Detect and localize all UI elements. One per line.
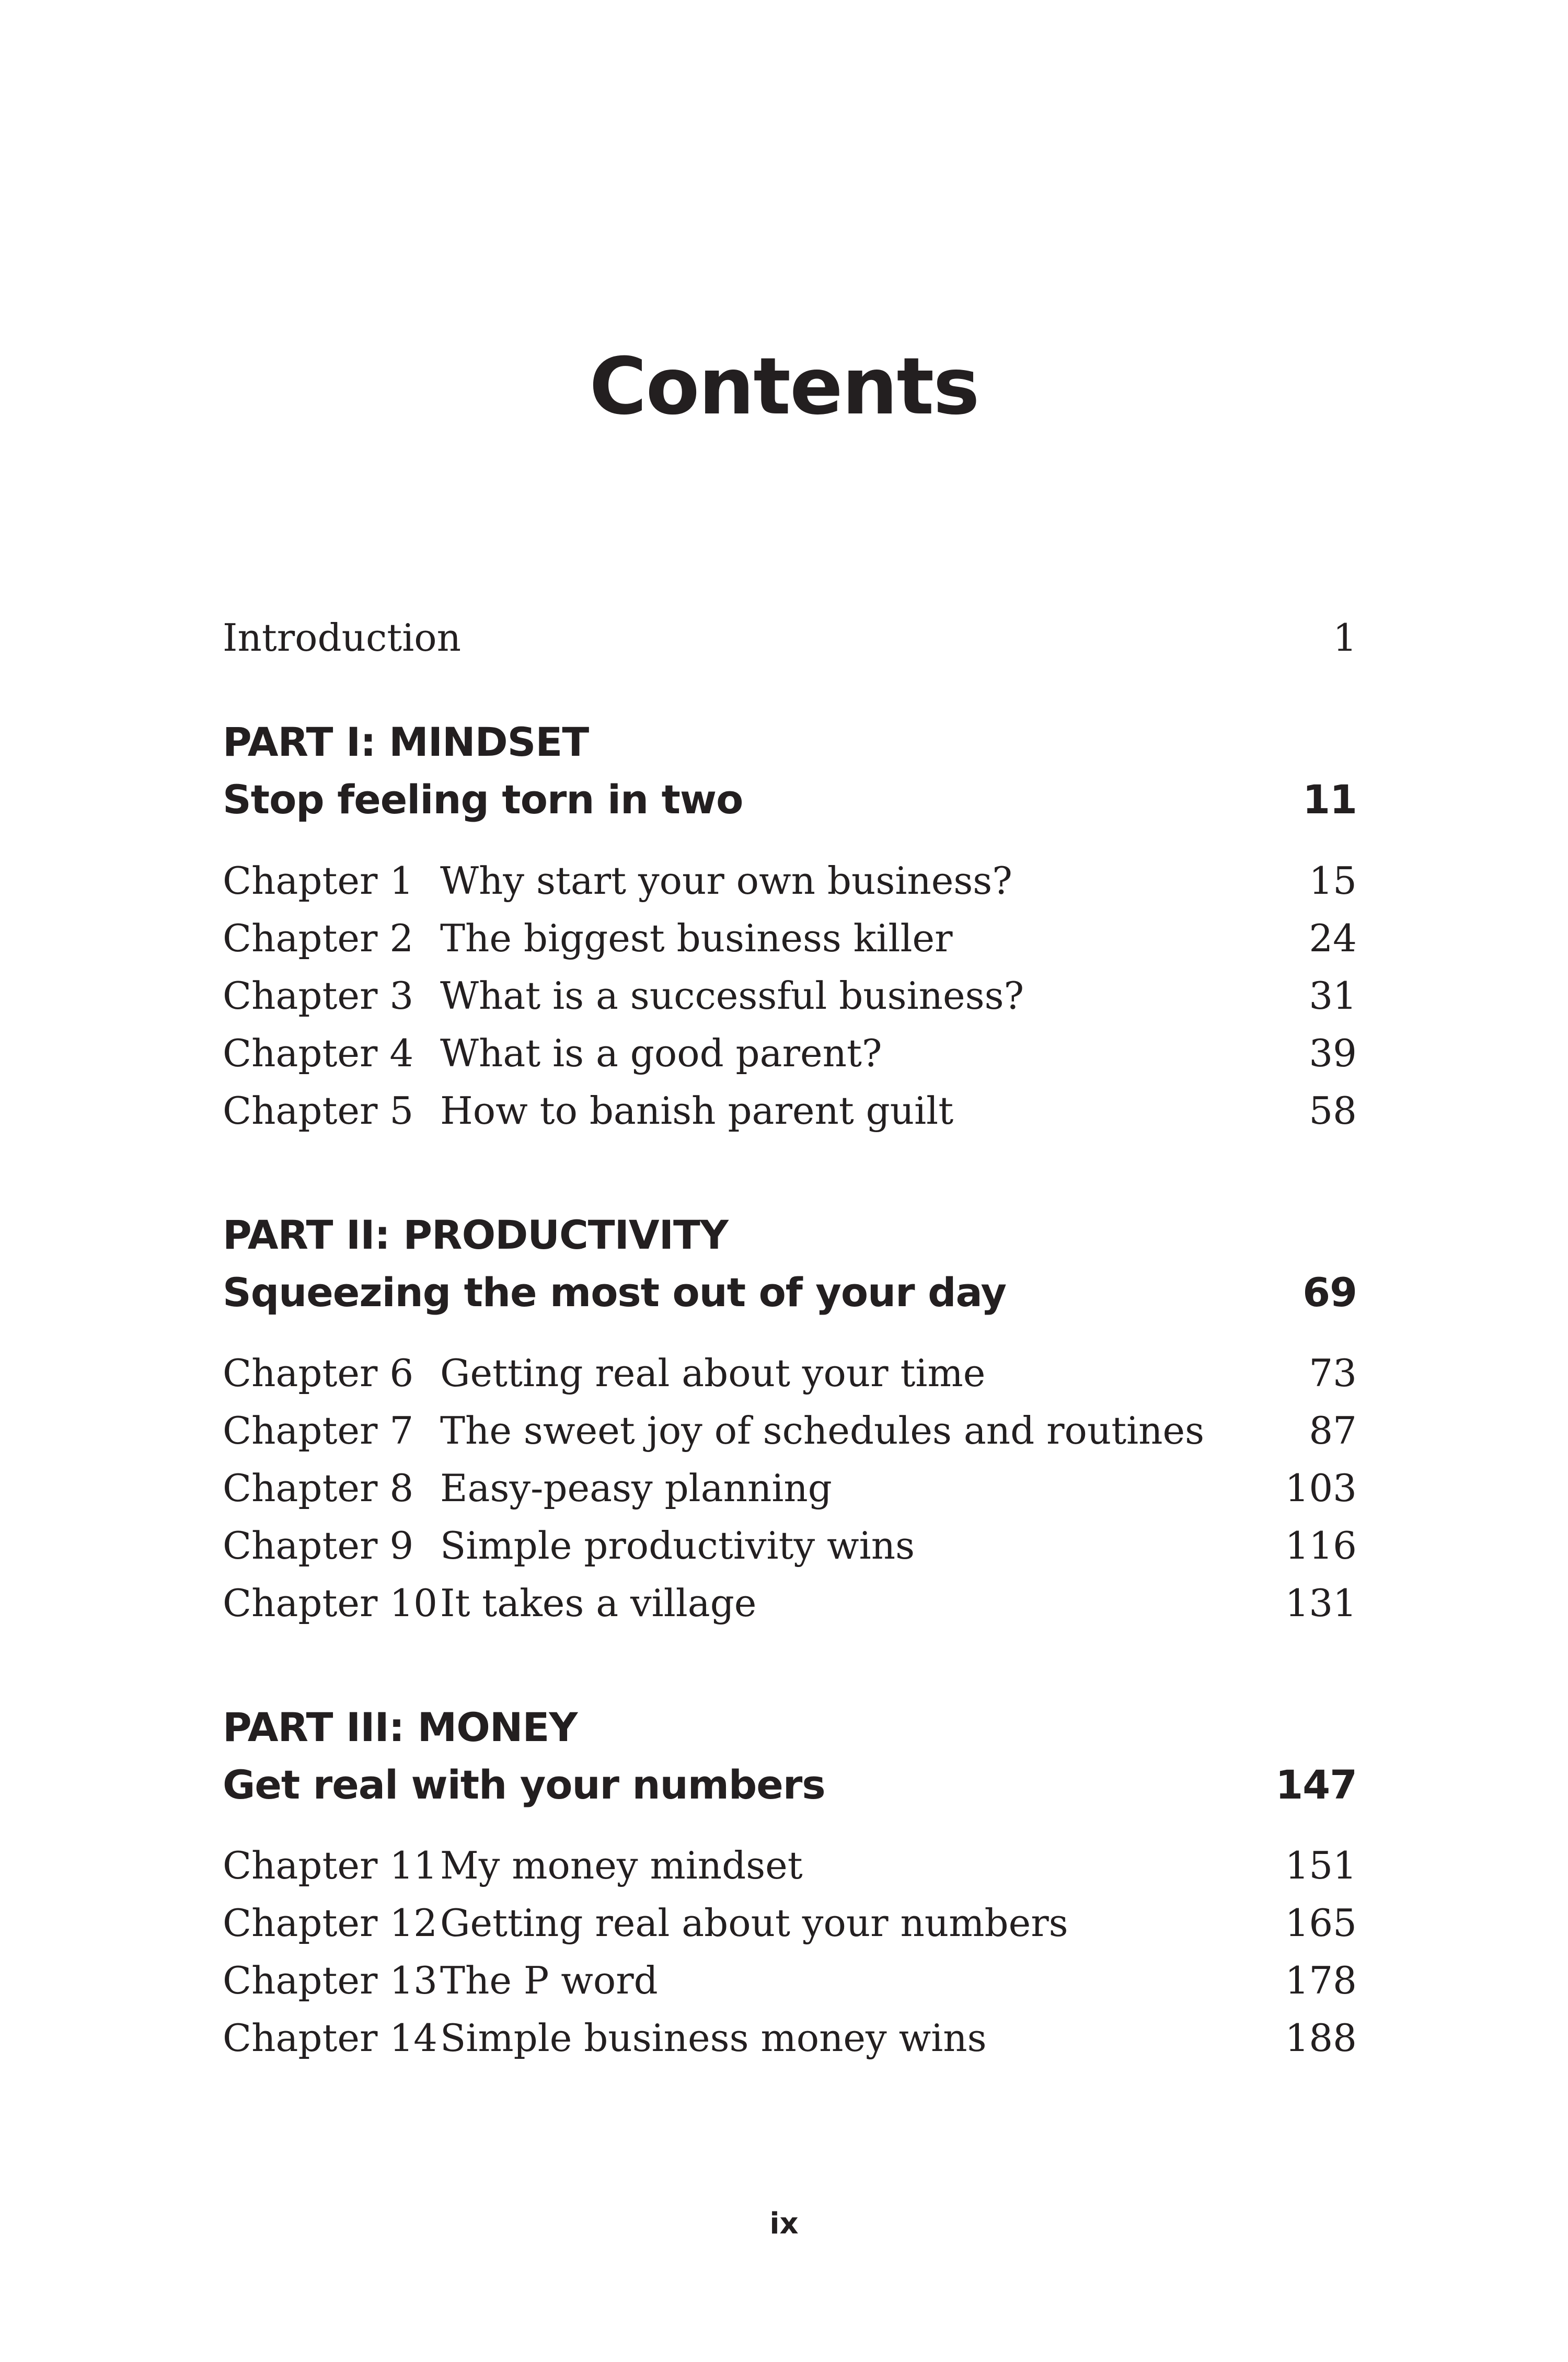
introduction-label: Introduction [223, 616, 461, 660]
page-number: ix [769, 2207, 799, 2241]
part-page: 11 [1302, 776, 1357, 823]
chapter-number: Chapter 10 [223, 1581, 437, 1625]
chapter-page: 73 [1309, 1351, 1357, 1395]
chapter-row [223, 1894, 1357, 1952]
part-subtitle-row [223, 1264, 1357, 1321]
chapter-number: Chapter 5 [223, 1089, 414, 1133]
part-subtitle-row [223, 771, 1357, 828]
chapter-row [223, 1082, 1357, 1139]
chapter-row [223, 1517, 1357, 1574]
part-subtitle: Squeezing the most out of your day [223, 1269, 1006, 1316]
chapter-row [223, 1574, 1357, 1632]
part-heading: PART III: MONEY [223, 1704, 578, 1750]
chapter-number: Chapter 9 [223, 1524, 414, 1568]
chapter-page: 103 [1285, 1466, 1357, 1510]
chapter-title: Why start your own business? [440, 859, 1012, 903]
chapter-number: Chapter 13 [223, 1958, 437, 2002]
chapter-row [223, 909, 1357, 967]
part-subtitle: Get real with your numbers [223, 1761, 825, 1808]
chapter-row [223, 1837, 1357, 1894]
chapter-title: The sweet joy of schedules and routines [440, 1409, 1205, 1453]
chapter-row [223, 967, 1357, 1024]
chapter-page: 58 [1309, 1089, 1357, 1133]
chapter-page: 24 [1309, 916, 1357, 960]
chapter-title: The biggest business killer [440, 916, 953, 960]
chapter-title: What is a good parent? [440, 1031, 882, 1075]
chapter-number: Chapter 7 [223, 1409, 414, 1453]
chapter-title: What is a successful business? [440, 974, 1024, 1018]
chapter-title: The P word [440, 1958, 658, 2002]
chapter-number: Chapter 4 [223, 1031, 414, 1075]
chapter-number: Chapter 6 [223, 1351, 414, 1395]
chapter-row [223, 1402, 1357, 1459]
chapter-title: It takes a village [440, 1581, 757, 1625]
part-heading: PART II: PRODUCTIVITY [223, 1212, 728, 1258]
chapter-page: 151 [1285, 1843, 1357, 1887]
chapter-title: How to banish parent guilt [440, 1089, 954, 1133]
chapter-row [223, 1024, 1357, 1082]
chapter-number: Chapter 3 [223, 974, 414, 1018]
chapter-page: 87 [1309, 1409, 1357, 1453]
chapter-number: Chapter 14 [223, 2016, 437, 2060]
chapter-number: Chapter 12 [223, 1901, 437, 1945]
chapter-page: 178 [1285, 1958, 1357, 2002]
part-heading: PART I: MINDSET [223, 719, 589, 765]
chapter-row [223, 2009, 1357, 2067]
chapter-title: My money mindset [440, 1843, 803, 1887]
introduction-page: 1 [1333, 616, 1357, 660]
chapter-number: Chapter 2 [223, 916, 414, 960]
chapter-title: Easy-peasy planning [440, 1466, 832, 1510]
chapter-title: Getting real about your numbers [440, 1901, 1068, 1945]
chapter-number: Chapter 1 [223, 859, 414, 903]
part-page: 147 [1275, 1761, 1357, 1808]
chapter-page: 188 [1285, 2016, 1357, 2060]
chapter-row [223, 1459, 1357, 1517]
chapter-title: Simple productivity wins [440, 1524, 915, 1568]
part-page: 69 [1302, 1269, 1357, 1316]
chapter-title: Getting real about your time [440, 1351, 986, 1395]
chapter-number: Chapter 8 [223, 1466, 414, 1510]
chapter-number: Chapter 11 [223, 1843, 437, 1887]
chapter-page: 31 [1309, 974, 1357, 1018]
part-subtitle: Stop feeling torn in two [223, 776, 743, 823]
page-title: Contents [589, 341, 979, 432]
chapter-row [223, 1952, 1357, 2009]
chapter-page: 39 [1309, 1031, 1357, 1075]
chapter-row [223, 1344, 1357, 1402]
chapter-page: 15 [1309, 859, 1357, 903]
part-subtitle-row [223, 1756, 1357, 1814]
chapter-row [223, 852, 1357, 909]
chapter-title: Simple business money wins [440, 2016, 987, 2060]
chapter-page: 131 [1285, 1581, 1357, 1625]
chapter-page: 116 [1285, 1524, 1357, 1568]
toc-introduction [223, 609, 1357, 666]
chapter-page: 165 [1285, 1901, 1357, 1945]
